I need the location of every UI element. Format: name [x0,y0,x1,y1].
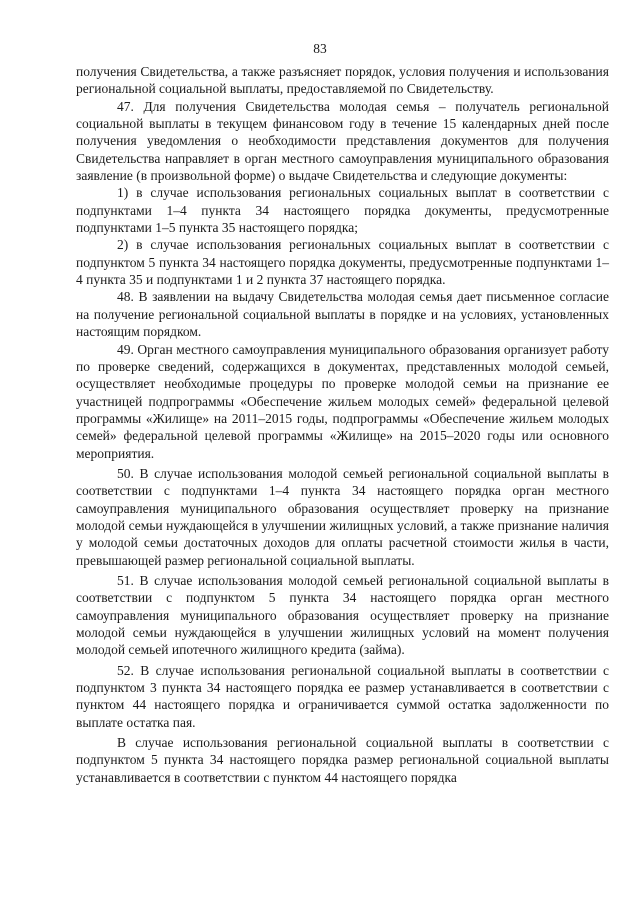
paragraph-item-51: 51. В случае использования молодой семьей региональной социальной выплаты в соответствии с подпунктом 5 пункта 34 настоящего порядка орган местного самоуправления муниципального образования осуществляет проверку на признание молодой семьи нуждающейся в улучшении жилищных условий на момент получения молодой семьей ипотечного жилищного кредита (займа). [76,572,609,658]
paragraph-item-50: 50. В случае использования молодой семьей региональной социальной выплаты в соответствии с подпунктами 1–4 пункта 34 настоящего порядка орган местного самоуправления муниципального образования осуществляет проверку на признание молодой семьи нуждающейся в улучшении жилищных условий, а также признание наличия у молодой семьи достаточных доходов для оплаты расчетной стоимости жилья в части, превышающей размер региональной социальной выплаты. [76,465,609,568]
paragraph-item-52-continued: В случае использования региональной социальной выплаты в соответствии с подпунктом 5 пункта 34 настоящего порядка размер региональной социальной выплаты устанавливается в соответствии с пунктом 44 настоящего порядка [76,735,609,785]
paragraph-item-47: 47. Для получения Свидетельства молодая семья – получатель региональной социальной выплаты в текущем финансовом году в течение 15 календарных дней после получения уведомления о необходимости представления документов для получения Свидетельства направляет в орган местного самоуправления муниципального образования заявление (в произвольной форме) о выдаче Свидетельства и следующие документы: [76,98,609,184]
document-body [76,63,609,786]
paragraph-subitem-2: 2) в случае использования региональных социальных выплат в соответствии с подпунктом 5 пункта 34 настоящего порядка документы, предусмотренные подпунктами 1–4 пункта 35 и подпунктами 1 и 2 пункта 37 настоящего порядка. [76,237,609,288]
page-number: 83 [313,41,327,56]
paragraph-item-49: 49. Орган местного самоуправления муниципального образования организует работу по проверке сведений, содержащихся в документах, представленных молодой семьей, осуществляет необходимые процедуры по проверке молодой семьи на признание ее участницей подпрограммы «Обеспечение жильем молодых семей» федеральной целевой программы «Жилище» на 2011–2015 годы, подпрограммы «Обеспечение жильем молодых семей» федеральной целевой программы «Жилище» на 2015–2020 годы или основного мероприятия. [76,341,609,461]
paragraph-item-52: 52. В случае использования региональной социальной выплаты в соответствии с подпунктом 3 пункта 34 настоящего порядка ее размер устанавливается в соответствии с пунктом 44 настоящего порядка и ограничивается суммой остатка задолженности по выплате остатка пая. [76,662,609,730]
paragraph-item-48: 48. В заявлении на выдачу Свидетельства молодая семья дает письменное согласие на получение региональной социальной выплаты в порядке и на условиях, установленных настоящим порядком. [76,289,609,340]
paragraph-continuation: получения Свидетельства, а также разъясняет порядок, условия получения и использования региональной социальной выплаты, предоставляемой по Свидетельству. [76,64,609,97]
paragraph-subitem-1: 1) в случае использования региональных социальных выплат в соответствии с подпунктами 1–4 пункта 34 настоящего порядка документы, предусмотренные подпунктами 1–5 пункта 35 настоящего порядка; [76,185,609,236]
